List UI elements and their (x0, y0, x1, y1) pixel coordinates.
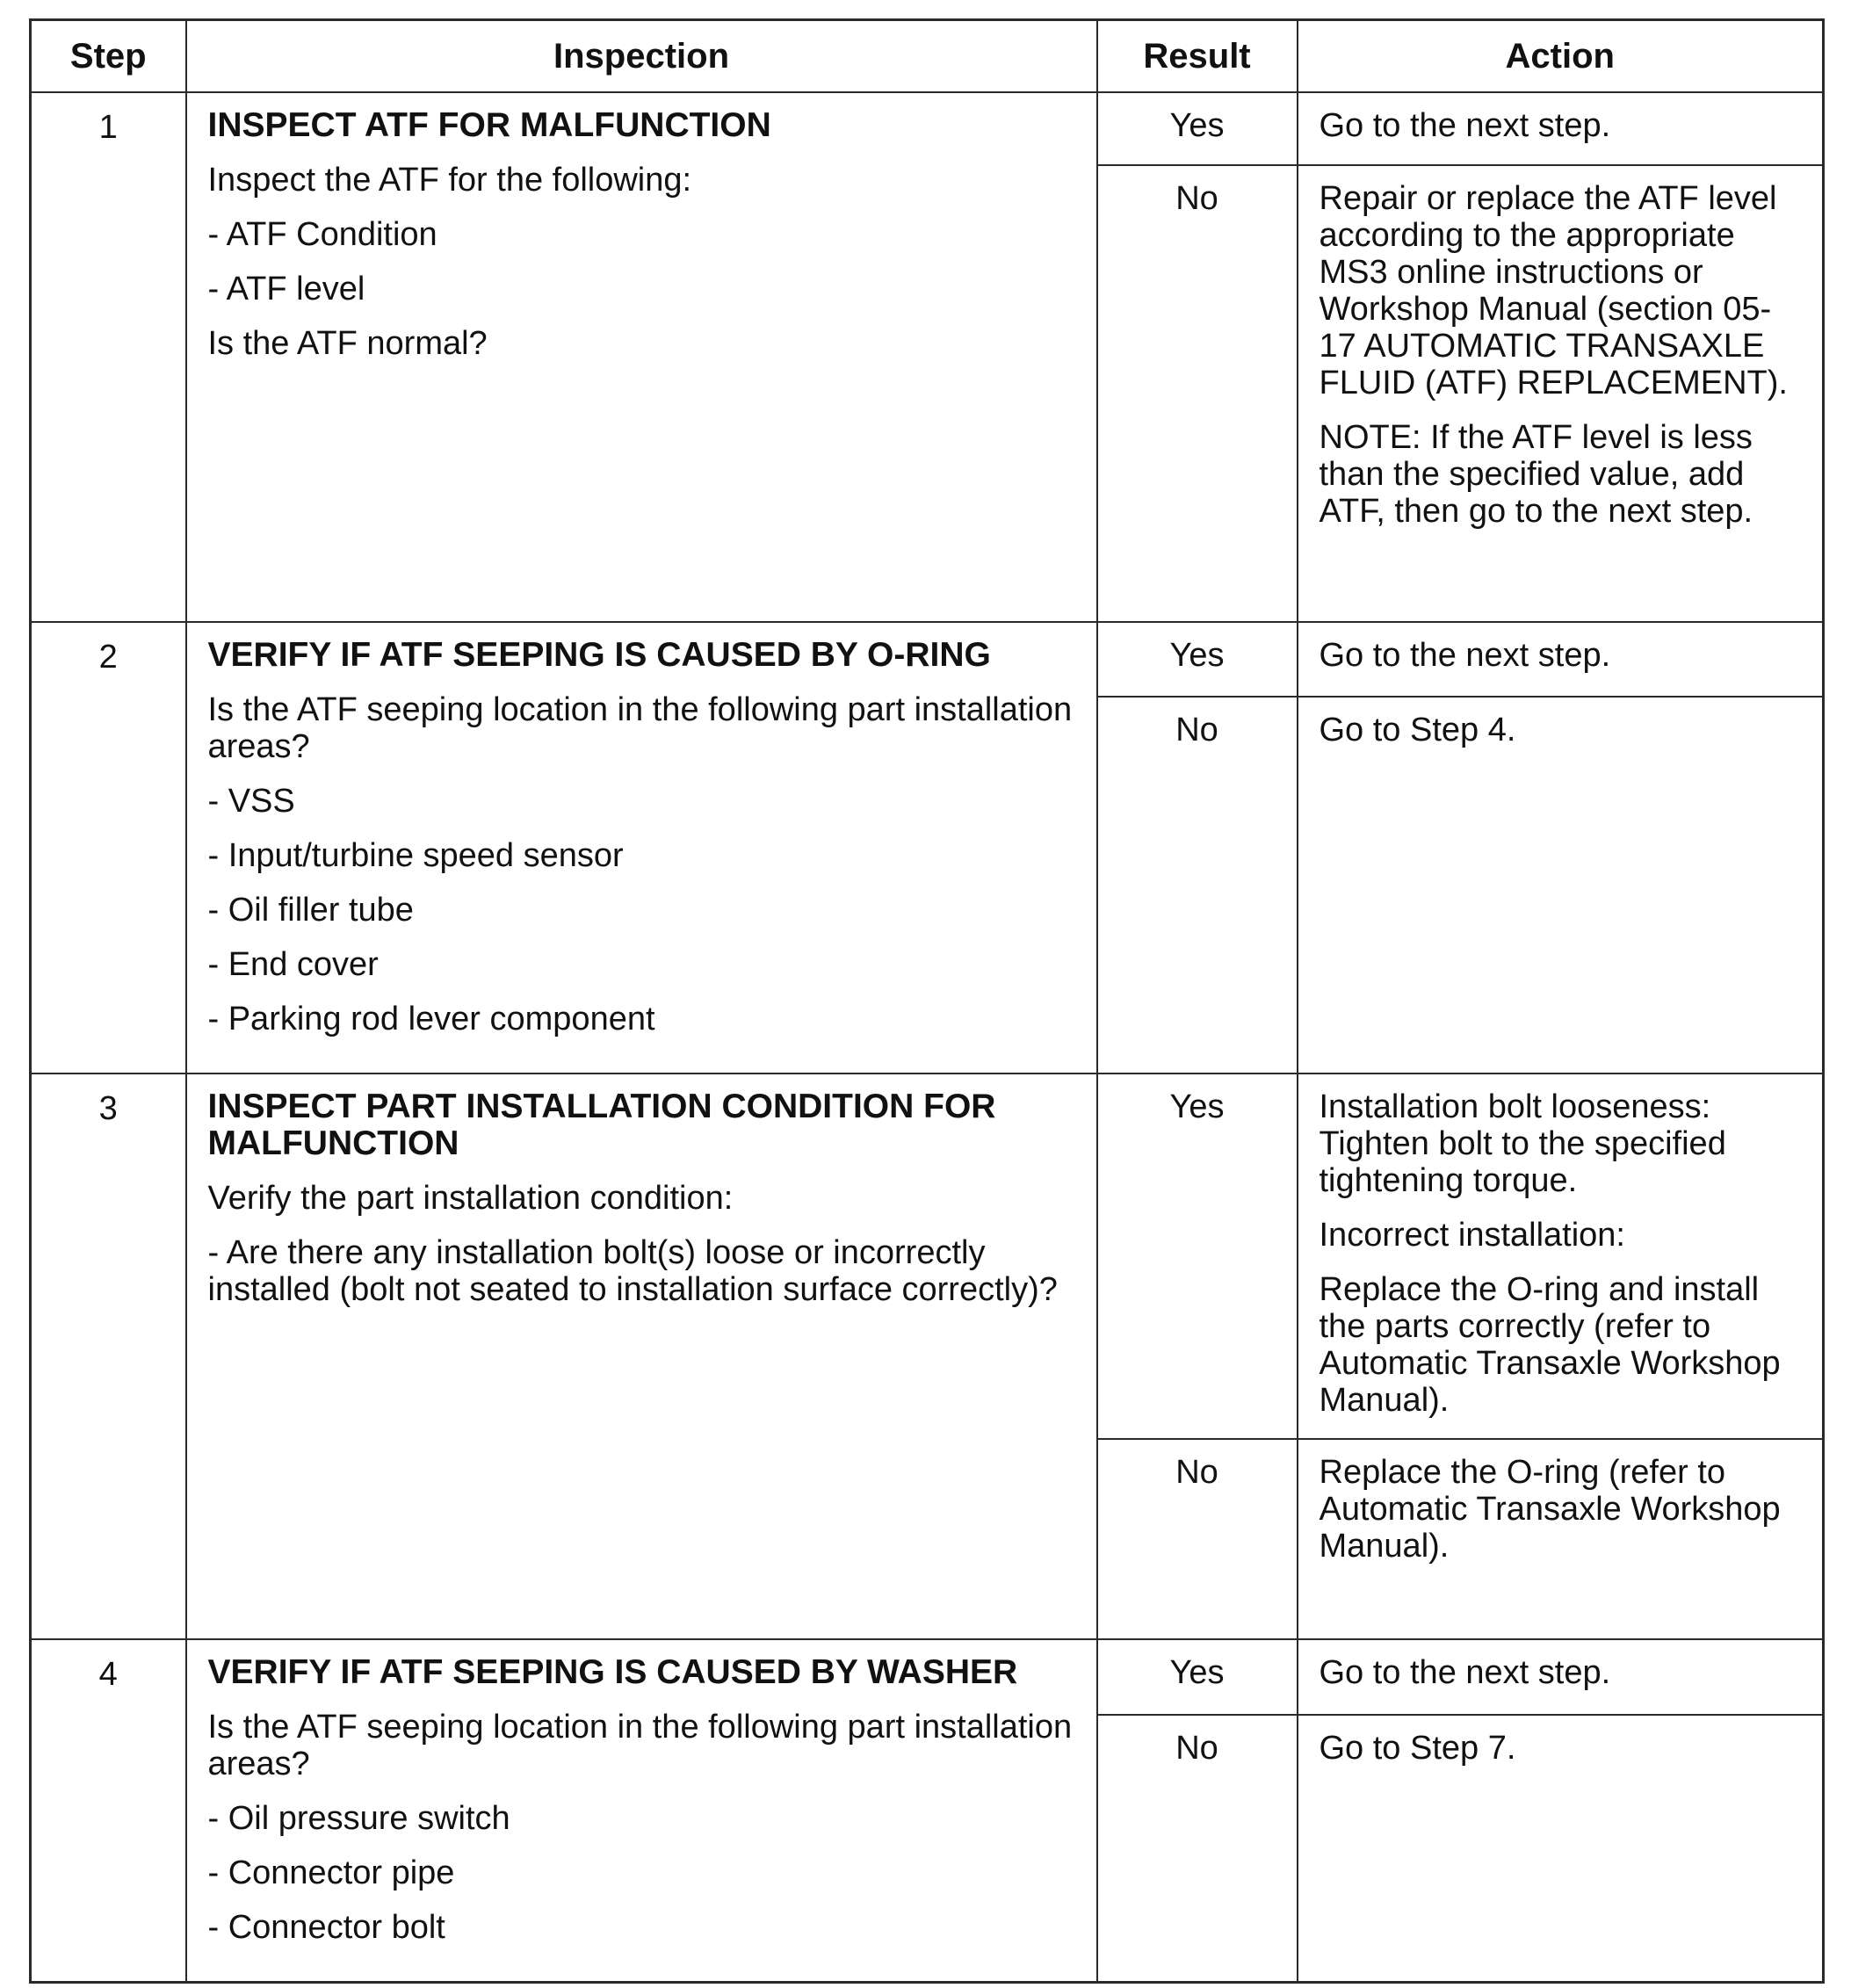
inspection-line: - VSS (207, 783, 295, 820)
action-text: Go to the next step. (1319, 637, 1611, 674)
inspection-line: Is the ATF seeping location in the following part installation areas? (207, 691, 1073, 765)
result-cell: No (1097, 165, 1298, 622)
table-row (31, 1639, 1824, 1715)
inspection-line: Inspect the ATF for the following: (207, 162, 692, 199)
header-row (31, 20, 1824, 93)
action-text: Repair or replace the ATF level according to the appropriate MS3 online instructions or Workshop Manual (section 05-17 AUTOMATIC TRANSAXLE FLUID (ATF) REPLACEMENT). (1319, 180, 1788, 401)
action-cell (1298, 1715, 1824, 1982)
inspection-cell (186, 1074, 1097, 1639)
action-text: Go to Step 7. (1319, 1730, 1516, 1768)
result-cell: Yes (1097, 1639, 1298, 1715)
table-row (31, 1074, 1824, 1439)
action-text: Go to the next step. (1319, 107, 1611, 144)
step-number: 4 (31, 1639, 186, 1983)
step-number: 2 (31, 622, 186, 1074)
inspection-line: Is the ATF seeping location in the following part installation areas? (207, 1709, 1073, 1782)
result-cell: No (1097, 697, 1298, 1074)
inspection-line: Verify the part installation condition: (207, 1180, 734, 1217)
table-row (31, 622, 1824, 697)
inspection-line: - End cover (207, 946, 379, 983)
action-text: Replace the O-ring and install the parts correctly (refer to Automatic Transaxle Workshop Manual). (1319, 1271, 1781, 1419)
inspection-cell (186, 622, 1097, 1074)
table-body (31, 92, 1824, 1983)
header-result: Result (1097, 20, 1298, 93)
inspection-line: - Oil filler tube (207, 892, 414, 929)
inspection-cell (186, 92, 1097, 622)
result-cell: Yes (1097, 1074, 1298, 1439)
inspection-title: INSPECT PART INSTALLATION CONDITION FOR MALFUNCTION (207, 1088, 996, 1162)
result-cell: Yes (1097, 622, 1298, 697)
inspection-cell (186, 1639, 1097, 1983)
result-cell: No (1097, 1715, 1298, 1982)
result-cell: Yes (1097, 92, 1298, 165)
action-text: Go to the next step. (1319, 1654, 1611, 1691)
inspection-line: - Parking rod lever component (207, 1001, 655, 1037)
action-text: Installation bolt looseness: Tighten bolt to the specified tightening torque. (1319, 1088, 1726, 1199)
inspection-title: VERIFY IF ATF SEEPING IS CAUSED BY O-RING (207, 636, 991, 674)
inspection-line: Is the ATF normal? (207, 325, 488, 362)
action-cell (1298, 1639, 1824, 1715)
step-number: 3 (31, 1074, 186, 1639)
inspection-line: - Are there any installation bolt(s) loose or incorrectly installed (bolt not seated to installation surface correctly)? (207, 1234, 1058, 1308)
table-row (31, 92, 1824, 165)
action-cell (1298, 165, 1824, 622)
inspection-line: - Oil pressure switch (207, 1800, 510, 1837)
action-cell (1298, 697, 1824, 1074)
inspection-line: - Connector bolt (207, 1909, 445, 1946)
diagnostic-table (29, 18, 1825, 1984)
inspection-title: VERIFY IF ATF SEEPING IS CAUSED BY WASHER (207, 1653, 1018, 1691)
header-inspection: Inspection (186, 20, 1097, 93)
action-cell (1298, 622, 1824, 697)
action-text: Incorrect installation: (1319, 1217, 1625, 1254)
action-cell (1298, 1439, 1824, 1639)
inspection-line: - Connector pipe (207, 1854, 455, 1891)
action-text: Replace the O-ring (refer to Automatic Transaxle Workshop Manual). (1319, 1454, 1781, 1565)
step-number: 1 (31, 92, 186, 622)
inspection-line: - ATF Condition (207, 216, 437, 253)
action-cell (1298, 92, 1824, 165)
header-action: Action (1298, 20, 1824, 93)
inspection-title: INSPECT ATF FOR MALFUNCTION (207, 106, 771, 144)
inspection-line: - ATF level (207, 271, 365, 307)
action-text: NOTE: If the ATF level is less than the specified value, add ATF, then go to the next step. (1319, 419, 1753, 530)
header-step: Step (31, 20, 186, 93)
action-text: Go to Step 4. (1319, 712, 1516, 749)
inspection-line: - Input/turbine speed sensor (207, 837, 624, 874)
result-cell: No (1097, 1439, 1298, 1639)
action-cell (1298, 1074, 1824, 1439)
